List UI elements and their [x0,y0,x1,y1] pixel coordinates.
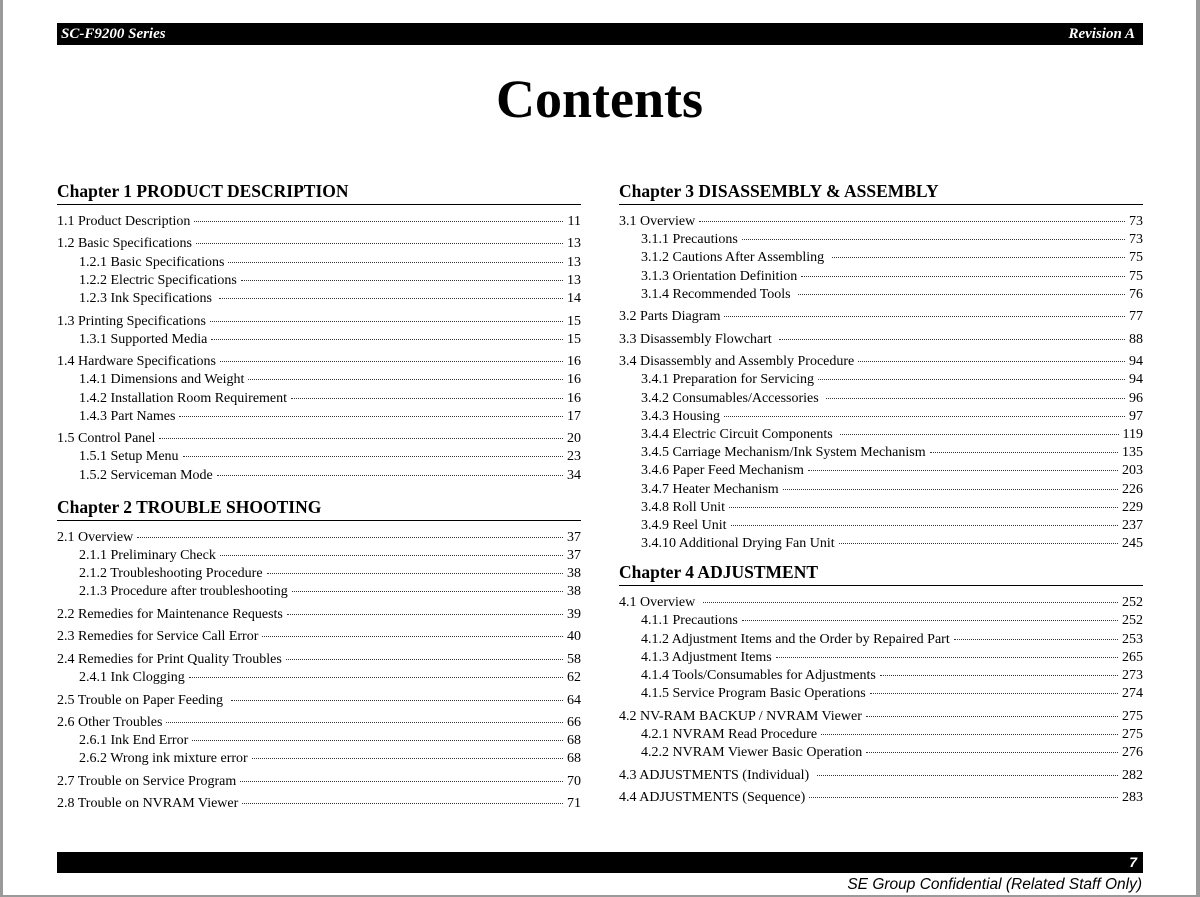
chapter-section [57,496,581,814]
toc-entry-label: 2.2 Remedies for Maintenance Requests [57,606,283,622]
toc-group [619,789,1143,807]
dot-leader [287,614,563,615]
dot-leader [808,470,1118,471]
dot-leader [220,555,563,556]
dot-leader [729,507,1118,508]
dot-leader [286,659,563,660]
toc-group [619,767,1143,785]
toc-entry-label: 1.4.2 Installation Room Requirement [79,390,288,406]
toc-entry[interactable] [619,331,1143,349]
toc-entry-label: 3.4.6 Paper Feed Mechanism [641,463,804,479]
toc-entry-label: 4.1.5 Service Program Basic Operations [641,686,866,702]
toc-group [57,795,581,813]
toc-entry-page: 135 [1122,445,1143,461]
toc-entry-page: 252 [1122,595,1143,611]
dot-leader [866,716,1118,717]
footer-bar [57,852,1143,873]
toc-entry-label: 1.2.2 Electric Specifications [79,272,237,288]
toc-entry-page: 37 [567,548,581,563]
toc-entry-page: 275 [1122,726,1143,742]
dot-leader [262,636,563,637]
toc-group [57,235,581,308]
chapter-heading: Chapter 2 TROUBLE SHOOTING [57,496,581,521]
toc-entry-label: 1.2.3 Ink Specifications [79,291,216,307]
toc-entry[interactable] [619,371,1143,389]
toc-entry-page: 253 [1122,631,1143,647]
toc-entry-page: 237 [1122,517,1143,533]
toc-entry-page: 14 [567,291,581,307]
page-number: 7 [1129,854,1137,870]
toc-entry-page: 76 [1129,286,1143,302]
toc-entry-label: 1.4 Hardware Specifications [57,354,216,370]
toc-entry[interactable] [57,408,581,426]
toc-entry[interactable] [619,744,1143,762]
dot-leader [248,379,563,380]
toc-entry-label: 1.3 Printing Specifications [57,313,206,329]
dot-leader [930,452,1118,453]
toc-entry-page: 13 [567,236,581,252]
dot-leader [742,239,1125,240]
dot-leader [821,734,1118,735]
toc-entry-label: 2.4.1 Ink Clogging [79,670,185,686]
toc-entry-page: 38 [567,584,581,600]
toc-entry[interactable] [619,249,1143,267]
toc-entry[interactable] [619,685,1143,703]
toc-entry-label: 4.1.1 Precautions [641,613,738,629]
dot-leader [703,602,1118,603]
toc-entry-label: 1.5.1 Setup Menu [79,449,179,465]
toc-entry-page: 39 [567,606,581,622]
toc-entry-label: 3.4.5 Carriage Mechanism/Ink System Mechanism [641,445,926,461]
toc-entry-page: 75 [1129,250,1143,266]
toc-entry-page: 68 [567,733,581,749]
toc-entry-label: 2.1.1 Preliminary Check [79,548,216,563]
toc-entry[interactable] [57,235,581,253]
toc-entry[interactable] [57,692,581,710]
toc-entry[interactable] [57,651,581,669]
toc-entry-page: 226 [1122,481,1143,497]
revision-label: Revision A [1068,26,1135,42]
toc-entry-page: 88 [1129,331,1143,347]
toc-entry[interactable] [57,714,581,732]
dot-leader [217,475,563,476]
toc-entry-page: 17 [567,408,581,424]
toc-entry[interactable] [57,390,581,408]
dot-leader [809,797,1118,798]
dot-leader [267,573,563,574]
toc-entry[interactable] [619,612,1143,630]
toc-entry-page: 38 [567,566,581,582]
toc-entry[interactable] [619,390,1143,408]
dot-leader [292,591,563,592]
toc-entry-label: 1.2.1 Basic Specifications [79,254,225,270]
toc-entry-page: 71 [567,796,581,812]
toc-entry-label: 3.1.2 Cautions After Assembling [641,250,828,266]
toc-entry-page: 11 [567,214,581,229]
toc-entry-label: 2.1.2 Troubleshooting Procedure [79,566,263,582]
toc-entry-page: 70 [567,773,581,789]
toc-entry-label: 1.3.1 Supported Media [79,331,208,347]
toc-entry-page: 64 [567,692,581,708]
toc-entry-page: 16 [567,354,581,370]
toc-entry-page: 282 [1122,767,1143,783]
toc-entry[interactable] [619,481,1143,499]
toc-entry-page: 73 [1129,214,1143,229]
toc-entry[interactable] [619,353,1143,371]
toc-entry-label: 4.1 Overview [619,595,699,611]
toc-left-column [57,180,581,818]
toc-group [619,594,1143,703]
toc-entry-page: 94 [1129,354,1143,370]
toc-entry-page: 119 [1122,426,1143,442]
chapter-section [57,180,581,485]
toc-right-column [619,180,1143,812]
toc-entry-label: 1.4.1 Dimensions and Weight [79,372,245,388]
toc-entry[interactable] [619,631,1143,649]
dot-leader [801,276,1125,277]
toc-entry[interactable] [57,773,581,791]
toc-entry-page: 15 [567,331,581,347]
toc-group [57,213,581,231]
toc-entry-page: 62 [567,670,581,686]
toc-entry-label: 3.4.9 Reel Unit [641,517,727,533]
toc-entry[interactable] [57,547,581,565]
toc-entry-label: 1.5.2 Serviceman Mode [79,467,213,483]
toc-entry-page: 16 [567,390,581,406]
page-title: Contents [495,69,703,129]
dot-leader [196,243,563,244]
toc-entry[interactable] [57,529,581,547]
toc-entry-label: 3.1.3 Orientation Definition [641,268,798,284]
toc-entry[interactable] [57,628,581,646]
toc-entry-label: 1.1 Product Description [57,214,191,229]
dot-leader [192,740,563,741]
toc-group [57,529,581,602]
toc-entry-label: 3.4.2 Consumables/Accessories [641,390,823,406]
toc-entry-label: 3.4.7 Heater Mechanism [641,481,779,497]
toc-entry[interactable] [57,213,581,231]
toc-entry-page: 40 [567,629,581,645]
toc-entry-page: 94 [1129,372,1143,388]
toc-entry-label: 2.5 Trouble on Paper Feeding [57,692,227,708]
toc-entry[interactable] [57,732,581,750]
toc-entry-label: 2.7 Trouble on Service Program [57,773,237,789]
toc-entry[interactable] [57,583,581,601]
toc-entry[interactable] [619,708,1143,726]
toc-entry[interactable] [57,290,581,308]
toc-entry[interactable] [57,353,581,371]
toc-entry-label: 4.2 NV-RAM BACKUP / NVRAM Viewer [619,708,862,724]
toc-entry-label: 4.4 ADJUSTMENTS (Sequence) [619,790,806,806]
toc-entry-page: 66 [567,714,581,730]
dot-leader [231,700,563,701]
toc-entry-label: 3.4.1 Preparation for Servicing [641,372,815,388]
dot-leader [242,803,563,804]
toc-entry[interactable] [57,448,581,466]
dot-leader [189,677,563,678]
dot-leader [818,379,1125,380]
toc-entry-label: 1.2 Basic Specifications [57,236,192,252]
toc-entry-label: 4.2.1 NVRAM Read Procedure [641,726,818,742]
toc-entry[interactable] [57,795,581,813]
toc-entry-label: 3.3 Disassembly Flowchart [619,331,776,347]
toc-entry-label: 3.4.3 Housing [641,408,720,424]
toc-group [619,213,1143,304]
toc-entry[interactable] [57,430,581,448]
chapter-section [619,180,1143,553]
dot-leader [219,298,563,299]
toc-entry[interactable] [57,606,581,624]
toc-entry-page: 20 [567,431,581,447]
toc-entry-label: 4.1.2 Adjustment Items and the Order by Repaired Part [641,631,950,647]
dot-leader [252,758,563,759]
toc-entry-label: 3.1 Overview [619,214,696,229]
toc-entry-label: 2.6 Other Troubles [57,714,163,730]
toc-entry-label: 3.4.8 Roll Unit [641,499,726,515]
toc-entry-page: 13 [567,272,581,288]
dot-leader [228,262,563,263]
toc-entry-label: 2.1 Overview [57,529,134,545]
dot-leader [724,316,1125,317]
toc-entry-label: 2.6.2 Wrong ink mixture error [79,751,248,767]
toc-entry[interactable] [57,254,581,272]
toc-entry-label: 4.3 ADJUSTMENTS (Individual) [619,767,813,783]
dot-leader [699,221,1125,222]
toc-group [619,331,1143,349]
toc-entry-page: 276 [1122,745,1143,761]
dot-leader [183,456,563,457]
toc-entry[interactable] [619,726,1143,744]
dot-leader [731,525,1118,526]
toc-entry-page: 23 [567,449,581,465]
toc-entry-page: 203 [1122,463,1143,479]
toc-entry[interactable] [619,408,1143,426]
dot-leader [954,639,1118,640]
dot-leader [194,221,563,222]
toc-entry-page: 15 [567,313,581,329]
toc-entry[interactable] [619,767,1143,785]
dot-leader [783,489,1118,490]
toc-entry[interactable] [619,444,1143,462]
toc-entry-label: 3.4 Disassembly and Assembly Procedure [619,354,855,370]
toc-entry-label: 4.1.4 Tools/Consumables for Adjustments [641,668,876,684]
dot-leader [840,434,1118,435]
toc-entry-label: 1.5 Control Panel [57,431,156,447]
toc-entry[interactable] [57,331,581,349]
toc-entry[interactable] [619,426,1143,444]
dot-leader [798,294,1125,295]
toc-entry-page: 73 [1129,232,1143,248]
toc-group [57,430,581,485]
toc-entry[interactable] [619,286,1143,304]
toc-entry-label: 2.1.3 Procedure after troubleshooting [79,584,288,600]
toc-entry[interactable] [619,268,1143,286]
toc-entry-label: 3.4.4 Electric Circuit Components [641,426,837,442]
chapter-heading: Chapter 1 PRODUCT DESCRIPTION [57,180,581,205]
toc-entry[interactable] [619,231,1143,249]
toc-entry[interactable] [57,565,581,583]
toc-entry-page: 97 [1129,408,1143,424]
toc-group [57,714,581,769]
toc-group [619,353,1143,553]
toc-entry-label: 3.1.1 Precautions [641,232,738,248]
toc-entry-page: 275 [1122,708,1143,724]
toc-entry-label: 2.8 Trouble on NVRAM Viewer [57,796,239,812]
toc-group [57,773,581,791]
toc-entry-page: 68 [567,751,581,767]
toc-entry-page: 58 [567,651,581,667]
dot-leader [866,752,1118,753]
toc-entry-page: 34 [567,467,581,483]
confidential-notice: SE Group Confidential (Related Staff Only) [847,876,1142,893]
dot-leader [870,693,1118,694]
toc-group [619,308,1143,326]
dot-leader [211,339,563,340]
toc-entry[interactable] [57,371,581,389]
dot-leader [880,675,1118,676]
toc-entry-label: 2.4 Remedies for Print Quality Troubles [57,651,282,667]
toc-entry[interactable] [619,308,1143,326]
toc-entry-page: 283 [1122,790,1143,806]
toc-group [619,708,1143,763]
dot-leader [240,781,563,782]
toc-entry[interactable] [619,594,1143,612]
dot-leader [291,398,563,399]
toc-entry-label: 4.2.2 NVRAM Viewer Basic Operation [641,745,863,761]
toc-entry[interactable] [57,467,581,485]
header-bar [57,23,1143,45]
toc-entry[interactable] [619,462,1143,480]
toc-entry-page: 245 [1122,536,1143,552]
dot-leader [839,543,1118,544]
toc-entry-page: 96 [1129,390,1143,406]
toc-group [57,692,581,710]
toc-entry-page: 16 [567,372,581,388]
dot-leader [832,257,1125,258]
chapter-heading: Chapter 4 ADJUSTMENT [619,561,1143,586]
dot-leader [817,775,1118,776]
dot-leader [742,620,1118,621]
toc-entry[interactable] [57,272,581,290]
toc-entry[interactable] [57,313,581,331]
toc-group [57,353,581,426]
dot-leader [166,722,563,723]
toc-entry[interactable] [57,669,581,687]
toc-entry-label: 3.2 Parts Diagram [619,309,721,325]
toc-group [57,313,581,349]
dot-leader [220,361,563,362]
toc-entry[interactable] [619,517,1143,535]
toc-entry-page: 229 [1122,499,1143,515]
dot-leader [826,398,1125,399]
toc-entry[interactable] [619,499,1143,517]
dot-leader [159,438,563,439]
toc-entry-page: 252 [1122,613,1143,629]
toc-entry-label: 1.4.3 Part Names [79,408,176,424]
toc-entry[interactable] [619,535,1143,553]
document-page [3,0,1196,895]
dot-leader [241,280,563,281]
toc-entry[interactable] [619,667,1143,685]
toc-entry-page: 274 [1122,686,1143,702]
toc-entry-label: 4.1.3 Adjustment Items [641,649,772,665]
dot-leader [137,537,563,538]
toc-group [57,628,581,646]
toc-group [57,651,581,687]
toc-entry-page: 77 [1129,309,1143,325]
toc-group [57,606,581,624]
dot-leader [724,416,1125,417]
toc-entry[interactable] [619,213,1143,231]
toc-entry-page: 75 [1129,268,1143,284]
toc-entry[interactable] [619,789,1143,807]
toc-entry-label: 3.1.4 Recommended Tools [641,286,795,302]
toc-entry-page: 37 [567,529,581,545]
dot-leader [858,361,1125,362]
toc-entry-page: 13 [567,254,581,270]
dot-leader [179,416,563,417]
dot-leader [779,339,1125,340]
toc-entry[interactable] [57,750,581,768]
series-name: SC-F9200 Series [61,26,166,42]
toc-entry-label: 3.4.10 Additional Drying Fan Unit [641,536,835,552]
toc-entry-label: 2.3 Remedies for Service Call Error [57,629,259,645]
toc-entry-page: 273 [1122,668,1143,684]
dot-leader [210,321,563,322]
toc-entry[interactable] [619,649,1143,667]
chapter-section [619,561,1143,807]
toc-entry-page: 265 [1122,649,1143,665]
dot-leader [776,657,1118,658]
chapter-heading: Chapter 3 DISASSEMBLY & ASSEMBLY [619,180,1143,205]
toc-entry-label: 2.6.1 Ink End Error [79,733,189,749]
